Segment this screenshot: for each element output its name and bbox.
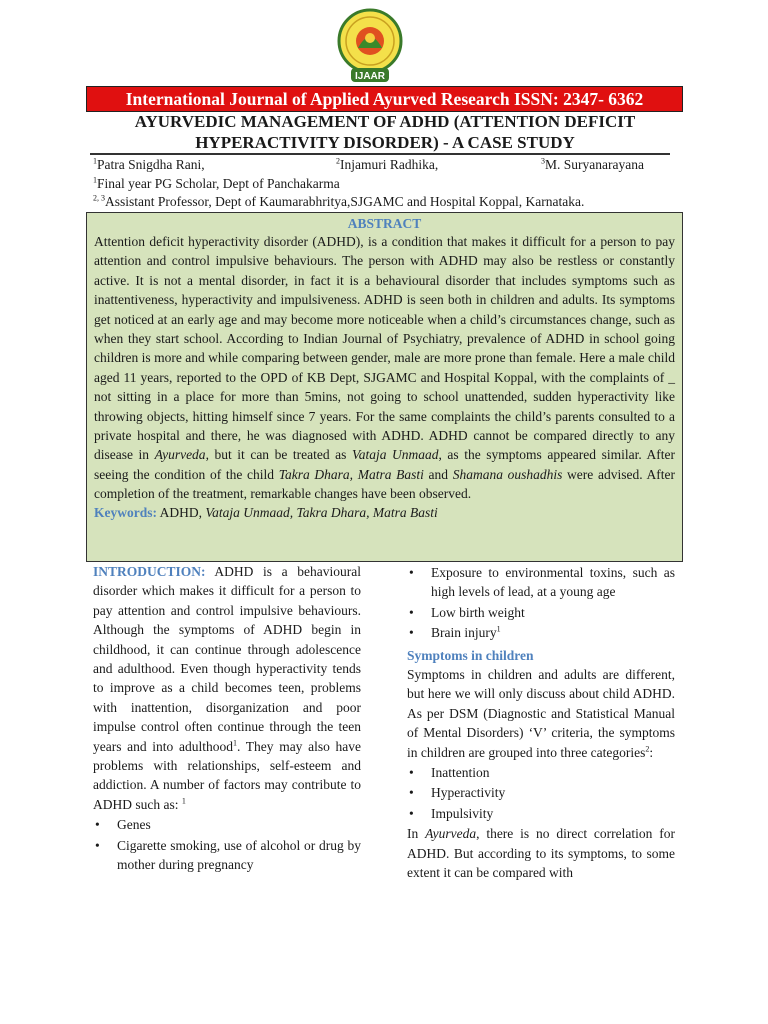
- abstract-heading: ABSTRACT: [347, 216, 422, 231]
- abstract-takra: Takra Dhara, Matra Basti: [278, 466, 424, 482]
- abstract-box: [86, 212, 683, 562]
- title-line-2: HYPERACTIVITY DISORDER) - A CASE STUDY: [195, 133, 575, 152]
- list-item: • Cigarette smoking, use of alcohol or drug by mother during pregnancy: [93, 836, 361, 875]
- brain-injury-text: Brain injury: [431, 625, 497, 641]
- affiliation-1-sup: 1: [93, 175, 97, 185]
- intro-sup-b: 1: [181, 796, 186, 806]
- symptoms-colon: :: [649, 744, 654, 760]
- affiliation-2-sup: 2, 3: [93, 193, 105, 203]
- author-3-name: M. Suryanarayana: [545, 157, 644, 172]
- symptoms-heading: Symptoms in children: [407, 647, 534, 663]
- affiliation-2-text: Assistant Professor, Dept of Kaumarabhritya,SJGAMC and Hospital Koppal, Karnataka.: [105, 194, 585, 209]
- abstract-text-3: , as the symptoms appeared similar. After seeing the condition of the child: [94, 447, 675, 482]
- author-2: [336, 157, 438, 173]
- abstract-text-4: and: [423, 466, 453, 482]
- affiliation-1: [93, 176, 693, 192]
- affiliation-1-text: Final year PG Scholar, Dept of Panchakarma: [97, 176, 340, 191]
- affiliation-2: [93, 194, 693, 210]
- author-1-name: Patra Snigdha Rani,: [97, 157, 205, 172]
- abstract-vataja: Vataja Unmaad: [351, 447, 439, 463]
- intro-paragraph: [93, 562, 361, 814]
- keywords-plain: ADHD,: [157, 504, 206, 520]
- brain-injury-sup: 1: [496, 624, 501, 634]
- intro-text-b: . They may also have problems with relationships, self-esteem and addiction. A number of factors may contribute to ADHD such as:: [93, 738, 361, 812]
- symptoms-paragraph: [407, 665, 675, 762]
- list-item: • Hyperactivity: [407, 783, 675, 802]
- title-divider: [90, 153, 670, 155]
- list-item: [407, 623, 675, 642]
- author-3: [541, 157, 644, 173]
- list-item: • Genes: [93, 815, 361, 834]
- author-1: [93, 157, 205, 173]
- title-line-1: AYURVEDIC MANAGEMENT OF ADHD (ATTENTION DEFICIT: [134, 112, 636, 131]
- abstract-text-5: were advised. After completion of the treatment, remarkable changes have been observed.: [94, 466, 675, 502]
- keywords-line: [94, 504, 675, 522]
- keywords-italic: Vataja Unmaad, Takra Dhara, Matra Basti: [205, 504, 438, 520]
- keywords-label: Keywords:: [94, 504, 157, 520]
- symptoms-sup: 2: [645, 744, 650, 754]
- ayurveda-in: In: [407, 826, 426, 842]
- journal-logo: [333, 8, 407, 86]
- symptoms-text: Symptoms in children and adults are different, but here we will only discuss about child ADHD. As per DSM (Diagnostic and Statistical Manual of Mental Disorders) ‘V’ criteria, the symptoms in children are grouped into three categories: [407, 667, 675, 760]
- author-1-sup: 1: [93, 156, 97, 166]
- logo-text: IJAAR: [354, 71, 386, 82]
- ayurveda-paragraph: [407, 824, 675, 882]
- author-3-sup: 3: [541, 156, 545, 166]
- list-item: • Exposure to environmental toxins, such as high levels of lead, at a young age: [407, 563, 675, 602]
- author-2-sup: 2: [336, 156, 340, 166]
- categories-list: [407, 763, 675, 823]
- intro-heading: INTRODUCTION:: [93, 564, 206, 579]
- author-2-name: Injamuri Radhika,: [340, 157, 439, 172]
- list-item: • Low birth weight: [407, 603, 675, 622]
- list-item: • Impulsivity: [407, 804, 675, 823]
- paper-title: [90, 111, 680, 153]
- authors-line: [93, 157, 693, 177]
- journal-header: International Journal of Applied Ayurved Research ISSN: 2347- 6362: [86, 86, 683, 112]
- abstract-text-2: , but it can be treated as: [205, 447, 352, 463]
- intro-sup-a: 1: [232, 738, 237, 748]
- intro-text-a: ADHD is a behavioural disorder which makes it difficult for a person to pay attention and control impulsive behaviours. Although the symptoms of ADHD begin in childhood, it can continue through adolescence and adulthood. Even though hyperactivity tends to improve as a child becomes teen, problems with inattention, disorganization and poor impulse control often continue through the teen years and into adulthood: [93, 564, 361, 754]
- left-column: [93, 562, 361, 876]
- abstract-ayurveda: Ayurveda: [154, 447, 206, 463]
- abstract-text-1: Attention deficit hyperactivity disorder (ADHD), is a condition that makes it difficult for a person to pay attention and control impulsive behaviours. The person with ADHD may also be restless or constantly active. It is not a mental disorder, in fact it is a behavioural disorder that includes symptoms such as inattentiveness, hyperactivity and impulsiveness. ADHD is seen both in children and adults. Its symptoms get noticed at an early age and may become more noticeable when a child’s circumstances change, such as when they start school. According to Indian Journal of Psychiatry, prevalence of ADHD in school going children is more and while comparing between gender, male are more prone than female. Here a male child aged 11 years, reported to the OPD of KB Dept, SJGAMC and Hospital Koppal, with the complaints of _ not sitting in a place for more than 5mins, not going to school unattended, sudden hyperactivity like throwing objects, hitting himself since 7 years. For the same complaints the child’s parents consulted to a private hospital and there, he was diagnosed with ADHD. ADHD cannot be compared directly to any disease in: [94, 234, 675, 463]
- abstract-shamana: Shamana oushadhis: [452, 466, 563, 482]
- list-item: • Inattention: [407, 763, 675, 782]
- abstract-body: [94, 232, 675, 504]
- ayurveda-text: , there is no direct correlation for ADHD. But according to its symptoms, to some extent it can be compared with: [407, 826, 675, 881]
- ayurveda-word: Ayurveda: [425, 826, 477, 842]
- right-column: [407, 562, 675, 883]
- factors-list: [93, 815, 361, 874]
- factors-list-continued: [407, 563, 675, 643]
